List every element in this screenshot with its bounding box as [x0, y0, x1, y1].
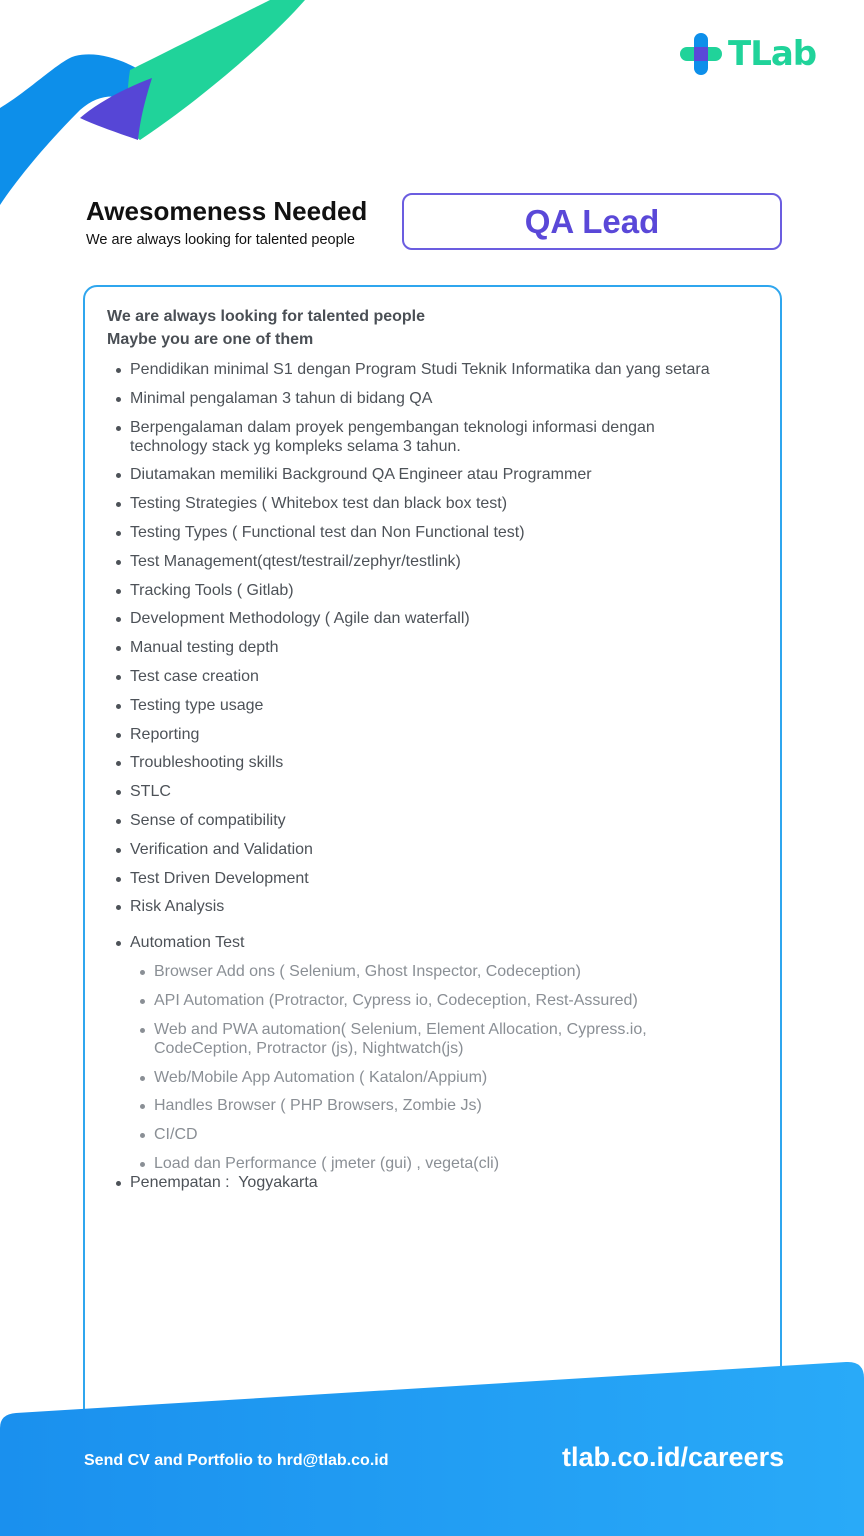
sub-list-item: Browser Add ons ( Selenium, Ghost Inspector, Codeception): [130, 962, 764, 981]
list-item: Reporting: [114, 725, 764, 744]
careers-link[interactable]: tlab.co.id/careers: [562, 1442, 785, 1472]
plus-cross-logo-icon: [678, 31, 724, 77]
requirements-list: [114, 360, 764, 1202]
list-item: Verification and Validation: [114, 840, 764, 859]
sub-list-item: API Automation (Protractor, Cypress io, Codeception, Rest-Assured): [130, 991, 764, 1010]
automation-test-label: Automation Test: [130, 934, 245, 952]
intro-line-1: We are always looking for talented people: [107, 308, 426, 325]
tagline: We are always looking for talented people: [86, 232, 355, 248]
list-item: Test case creation: [114, 667, 764, 686]
footer-cv-text: Send CV and Portfolio to hrd@tlab.co.id: [84, 1452, 389, 1469]
sub-list-item: Web/Mobile App Automation ( Katalon/Appium): [130, 1068, 764, 1087]
intro-line-2: Maybe you are one of them: [107, 331, 314, 348]
placement-item: Penempatan : Yogyakarta: [114, 1173, 764, 1192]
sub-list-item: CI/CD: [130, 1125, 764, 1144]
list-item: Test Management(qtest/testrail/zephyr/testlink): [114, 552, 764, 571]
list-item: Berpengalaman dalam proyek pengembangan teknologi informasi dengan technology stack yg kompleks selama 3 tahun.: [114, 418, 690, 456]
list-item: Risk Analysis: [114, 897, 764, 916]
decorative-ribbon: [0, 0, 320, 220]
list-item: Manual testing depth: [114, 638, 764, 657]
role-title: QA Lead: [524, 202, 660, 240]
tlab-logo: [678, 30, 816, 78]
list-item: Minimal pengalaman 3 tahun di bidang QA: [114, 389, 764, 408]
list-item: Testing Strategies ( Whitebox test dan black box test): [114, 494, 764, 513]
list-item: Troubleshooting skills: [114, 753, 764, 772]
automation-test-item: [114, 933, 764, 1173]
sub-list-item: Load dan Performance ( jmeter (gui) , vegeta(cli): [130, 1154, 764, 1173]
role-box: [402, 193, 782, 250]
list-item: Testing Types ( Functional test dan Non Functional test): [114, 523, 764, 542]
list-item: Testing type usage: [114, 696, 764, 715]
list-item: Tracking Tools ( Gitlab): [114, 581, 764, 600]
sub-list-item: Handles Browser ( PHP Browsers, Zombie Js): [130, 1096, 764, 1115]
list-item: Development Methodology ( Agile dan waterfall): [114, 609, 764, 628]
sub-list-item: Web and PWA automation( Selenium, Element Allocation, Cypress.io, CodeCeption, Protractor (js), Nightwatch(js): [130, 1020, 684, 1058]
list-item: Test Driven Development: [114, 869, 764, 888]
list-item: Sense of compatibility: [114, 811, 764, 830]
automation-sublist: [130, 962, 764, 1173]
list-item: STLC: [114, 782, 764, 801]
list-item: Diutamakan memiliki Background QA Engineer atau Programmer: [114, 465, 764, 484]
list-item: Pendidikan minimal S1 dengan Program Studi Teknik Informatika dan yang setara: [114, 360, 764, 379]
logo-text: TLab: [728, 34, 817, 74]
headline: Awesomeness Needed: [86, 196, 368, 226]
